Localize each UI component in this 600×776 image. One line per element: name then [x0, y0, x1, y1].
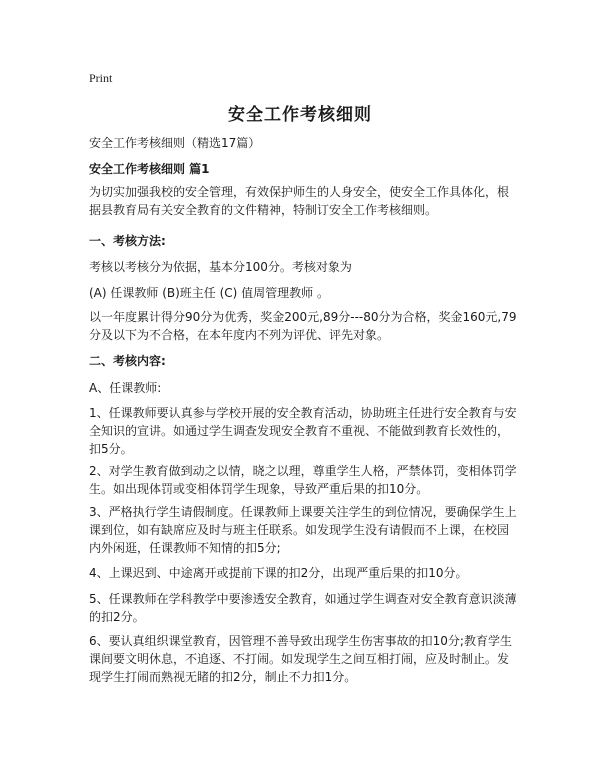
- section-title: 安全工作考核细则 篇1: [89, 162, 210, 176]
- print-label[interactable]: Print: [89, 71, 113, 85]
- heading-method: 一、考核方法:: [89, 234, 166, 248]
- heading-content: 二、考核内容:: [89, 354, 166, 368]
- method-paragraph-1: 考核以考核分为依据，基本分100分。考核对象为: [89, 260, 352, 274]
- list-item: 3、严格执行学生请假制度。任课教师上课要关注学生的到位情况，要确保学生上课到位，如有缺席应及时与班主任联系。如发现学生没有请假而不上课，在校园内外闲逛，任课教师不知情的扣5分;: [89, 505, 517, 555]
- list-item: 1、任课教师要认真参与学校开展的安全教育活动，协助班主任进行安全教育与安全知识的宣讲。如通过学生调查发现安全教育不重视、不能做到教育长效性的，扣5分。: [89, 406, 517, 456]
- method-paragraph-3: 以一年度累计得分90分为优秀，奖金200元,89分---80分为合格，奖金160元,79分及以下为不合格，在本年度内不列为评优、评先对象。: [89, 310, 517, 342]
- list-item: 2、对学生教育做到动之以情，晓之以理，尊重学生人格，严禁体罚，变相体罚学生。如出现体罚或变相体罚学生现象，导致严重后果的扣10分。: [89, 464, 517, 496]
- method-paragraph-2: (A) 任课教师 (B)班主任 (C) 值周管理教师 。: [89, 286, 329, 300]
- page-title: 安全工作考核细则: [228, 105, 372, 125]
- subheading-teachers: A、任课教师:: [89, 381, 162, 395]
- list-item: 5、任课教师在学科教学中要渗透安全教育，如通过学生调查对安全教育意识淡薄的扣2分。: [89, 592, 517, 624]
- intro-paragraph: 为切实加强我校的安全管理，有效保护师生的人身安全，使安全工作具体化，根据县教育局有关安全教育的文件精神，特制订安全工作考核细则。: [89, 185, 510, 217]
- list-item: 4、上课迟到、中途离开或提前下课的扣2分，出现严重后果的扣10分。: [89, 566, 468, 580]
- list-item: 6、要认真组织课堂教育，因管理不善导致出现学生伤害事故的扣10分;教育学生课间要文明休息，不追逐、不打闹。如发现学生之间互相打闹，应及时制止。发现学生打闹而熟视无睹的扣2分，制止不力扣1分。: [89, 634, 512, 684]
- document-subtitle: 安全工作考核细则（精选17篇）: [89, 136, 261, 150]
